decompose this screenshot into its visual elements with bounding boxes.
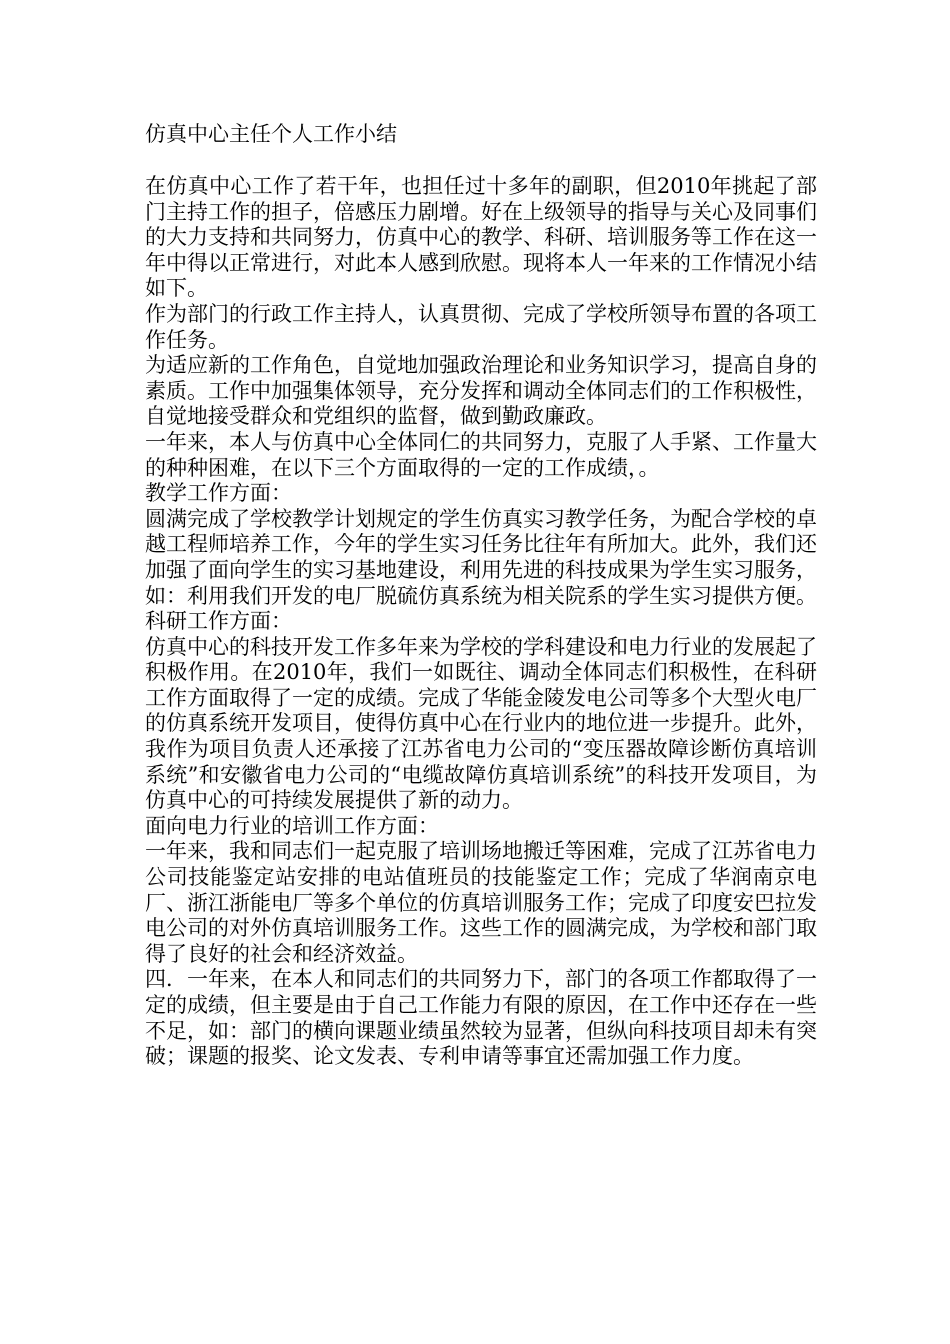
heading-teaching: 教学工作方面： xyxy=(145,481,292,506)
heading-training: 面向电力行业的培训工作方面： xyxy=(145,813,439,838)
paragraph-training: 一年来，我和同志们一起克服了培训场地搬迁等困难，完成了江苏省电力公司技能鉴定站安排的电站值班员的技能鉴定工作；完成了华润南京电厂、浙江浙能电厂等多个单位的仿真培训服务工作；完成了印度安巴拉发电公司的对外仿真培训服务工作。这些工作的圆满完成，为学校和部门取得了良好的社会和经济效益。 xyxy=(145,839,817,966)
paragraph-achievements-summary: 一年来，本人与仿真中心全体同仁的共同努力，克服了人手紧、工作量大的种种困难，在以下三个方面取得的一定的工作成绩，。 xyxy=(145,429,817,480)
paragraph-intro: 在仿真中心工作了若干年，也担任过十多年的副职，但2010年挑起了部门主持工作的担子，倍感压力剧增。好在上级领导的指导与关心及同事们的大力支持和共同努力，仿真中心的教学、科研、培训服务等工作在这一年中得以正常进行，对此本人感到欣慰。现将本人一年来的工作情况小结如下。 xyxy=(145,174,817,301)
title-spacer xyxy=(145,147,817,174)
document-page xyxy=(145,122,817,1070)
paragraph-shortcomings: 四．一年来，在本人和同志们的共同努力下，部门的各项工作都取得了一定的成绩，但主要是由于自己工作能力有限的原因，在工作中还存在一些不足，如：部门的横向课题业绩虽然较为显著，但纵向科技项目却未有突破；课题的报奖、论文发表、专利申请等事宜还需加强工作力度。 xyxy=(145,967,817,1069)
paragraph-self-improvement: 为适应新的工作角色，自觉地加强政治理论和业务知识学习，提高自身的素质。工作中加强集体领导，充分发挥和调动全体同志们的工作积极性，自觉地接受群众和党组织的监督，做到勤政廉政。 xyxy=(145,353,817,429)
paragraph-admin-role: 作为部门的行政工作主持人，认真贯彻、完成了学校所领导布置的各项工作任务。 xyxy=(145,301,817,352)
heading-research: 科研工作方面： xyxy=(145,609,292,634)
paragraph-research: 仿真中心的科技开发工作多年来为学校的学科建设和电力行业的发展起了积极作用。在2010年，我们一如既往、调动全体同志们积极性，在科研工作方面取得了一定的成绩。完成了华能金陵发电公司等多个大型火电厂的仿真系统开发项目，使得仿真中心在行业内的地位进一步提升。此外，我作为项目负责人还承接了江苏省电力公司的“变压器故障诊断仿真培训系统”和安徽省电力公司的“电缆故障仿真培训系统”的科技开发项目，为仿真中心的可持续发展提供了新的动力。 xyxy=(145,634,817,813)
document-title: 仿真中心主任个人工作小结 xyxy=(145,122,397,146)
paragraph-teaching: 圆满完成了学校教学计划规定的学生仿真实习教学任务，为配合学校的卓越工程师培养工作，今年的学生实习任务比往年有所加大。此外，我们还加强了面向学生的实习基地建设，利用先进的科技成果为学生实习服务，如：利用我们开发的电厂脱硫仿真系统为相关院系的学生实习提供方便。 xyxy=(145,506,817,608)
